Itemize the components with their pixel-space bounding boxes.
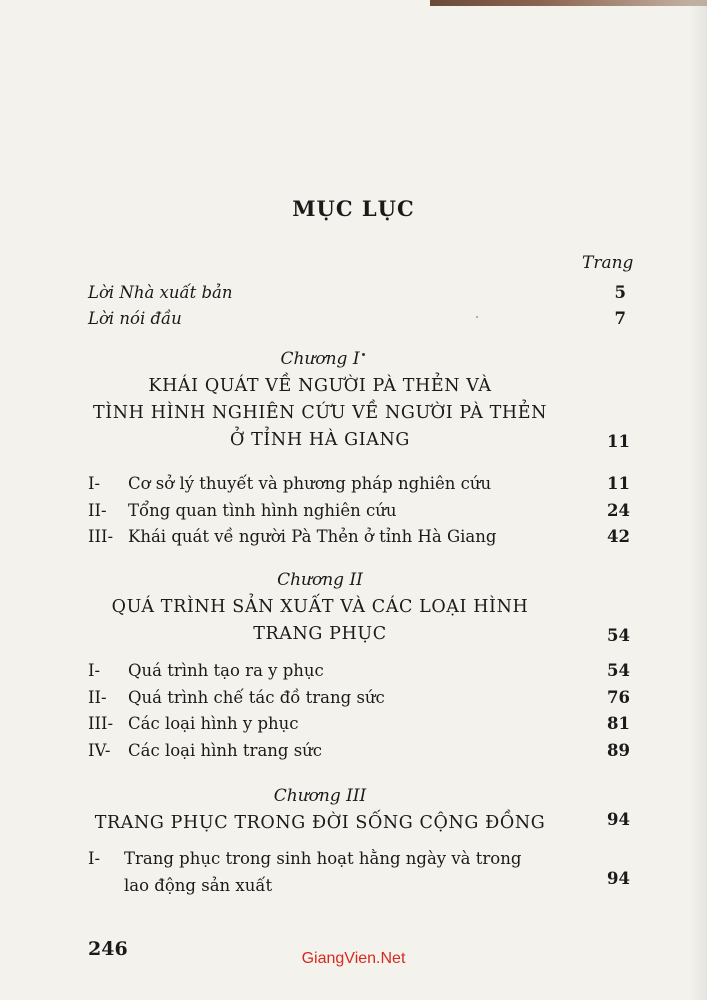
toc-page-number: 5 bbox=[614, 283, 626, 302]
toc-entry: Cơ sở lý thuyết và phương pháp nghiên cứu bbox=[128, 474, 492, 493]
toc-entry: Tổng quan tình hình nghiên cứu bbox=[128, 501, 397, 520]
toc-entry: Quá trình tạo ra y phục bbox=[128, 661, 324, 680]
page-column-label: Trang bbox=[582, 253, 634, 273]
page-edge bbox=[430, 0, 707, 6]
chapter-title-line: TÌNH HÌNH NGHIÊN CỨU VỀ NGƯỜI PÀ THẺN bbox=[92, 403, 548, 423]
toc-entry-preface: Lời nói đầu bbox=[88, 309, 182, 328]
toc-page-number: 94 bbox=[607, 810, 630, 829]
chapter-label: Chương II bbox=[277, 570, 363, 590]
item-number: II- bbox=[88, 688, 107, 707]
item-number: II- bbox=[88, 501, 107, 520]
toc-entry: Quá trình chế tác đồ trang sức bbox=[128, 688, 385, 707]
chapter-title-line: QUÁ TRÌNH SẢN XUẤT VÀ CÁC LOẠI HÌNH bbox=[111, 597, 529, 617]
chapter-title-line: TRANG PHỤC TRONG ĐỜI SỐNG CỘNG ĐỒNG bbox=[94, 813, 546, 833]
toc-entry-publisher-note: Lời Nhà xuất bản bbox=[88, 283, 233, 302]
toc-page-number: 11 bbox=[607, 474, 630, 493]
watermark: GiangVien.Net bbox=[301, 950, 406, 967]
item-number: III- bbox=[88, 527, 114, 546]
toc-entry: Các loại hình y phục bbox=[128, 714, 299, 733]
chapter-title-line: Ở TỈNH HÀ GIANG bbox=[230, 430, 410, 450]
chapter-label: Chương I bbox=[280, 349, 360, 369]
chapter-title-line: TRANG PHỤC bbox=[253, 624, 387, 644]
toc-page-number: 11 bbox=[607, 432, 630, 451]
toc-entry-line: Trang phục trong sinh hoạt hằng ngày và trong bbox=[124, 849, 522, 868]
toc-page-number: 7 bbox=[614, 309, 626, 328]
item-number: I- bbox=[88, 661, 101, 680]
chapter-label: Chương III bbox=[273, 786, 367, 806]
chapter-title-line: KHÁI QUÁT VỀ NGƯỜI PÀ THẺN VÀ bbox=[148, 376, 492, 396]
toc-page-number: 24 bbox=[607, 501, 630, 520]
footer-page-number: 246 bbox=[88, 938, 128, 960]
toc-page-number: 89 bbox=[607, 741, 630, 760]
item-number: I- bbox=[88, 474, 101, 493]
item-number: IV- bbox=[88, 741, 111, 760]
toc-page-number: 54 bbox=[607, 626, 630, 645]
toc-page-number: 94 bbox=[607, 869, 630, 888]
toc-entry: Các loại hình trang sức bbox=[128, 741, 323, 760]
item-number: III- bbox=[88, 714, 114, 733]
toc-page-number: 76 bbox=[607, 688, 630, 707]
toc-entry: Khái quát về người Pà Thẻn ở tỉnh Hà Giang bbox=[128, 527, 497, 546]
toc-entry-line: lao động sản xuất bbox=[124, 876, 273, 895]
item-number: I- bbox=[88, 849, 101, 868]
toc-page-number: 42 bbox=[607, 527, 630, 546]
page-shadow bbox=[689, 0, 707, 1000]
speck bbox=[476, 316, 478, 318]
toc-page-number: 54 bbox=[607, 661, 630, 680]
toc-page-number: 81 bbox=[607, 714, 630, 733]
page-title: MỤC LỤC bbox=[292, 196, 415, 221]
